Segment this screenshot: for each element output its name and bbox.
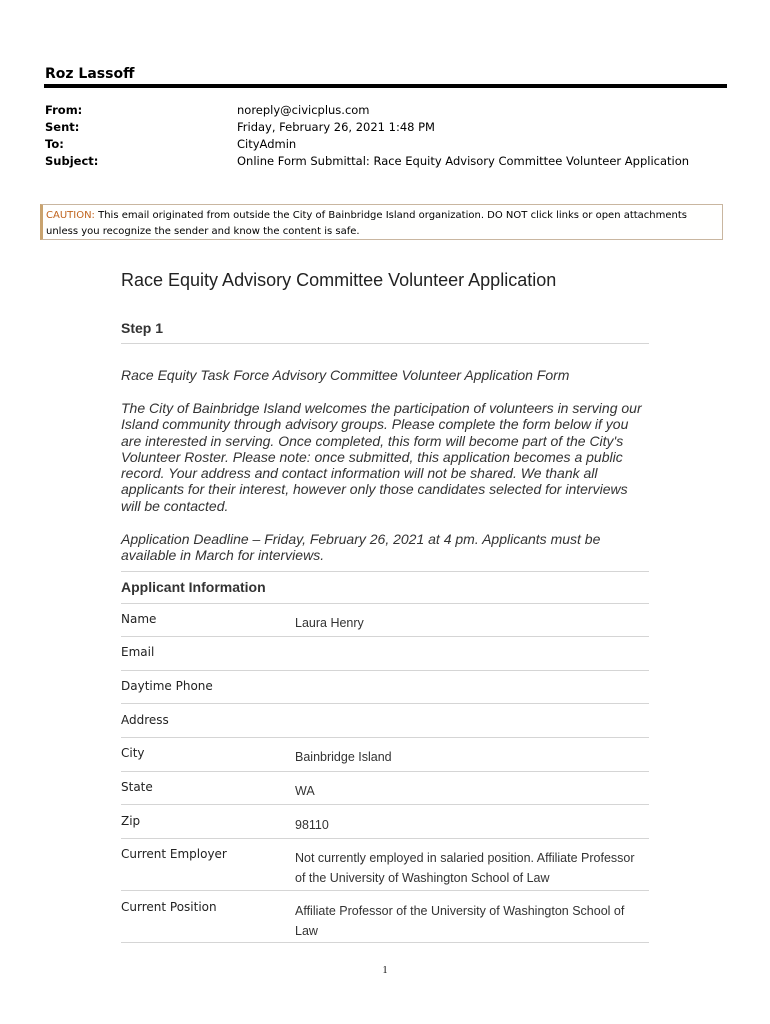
page-number: 1 [382, 965, 388, 976]
form-name: Race Equity Task Force Advisory Committee Volunteer Application Form [121, 367, 570, 383]
caution-line-2: unless you recognize the sender and know the content is safe. [46, 226, 360, 237]
divider [121, 670, 649, 671]
field-label: Current Position [121, 900, 217, 914]
caution-banner [40, 204, 723, 240]
field-value: Bainbridge Island [295, 750, 392, 764]
field-value: 98110 [295, 818, 329, 832]
caution-label: CAUTION: [46, 210, 95, 221]
caution-text: This email originated from outside the City of Bainbridge Island organization. DO NOT click links or open attachments [94, 210, 688, 221]
field-value: Affiliate Professor of the University of Washington School of Law [295, 904, 625, 938]
divider [121, 804, 649, 805]
header-label: From: [45, 103, 83, 117]
divider [121, 838, 649, 839]
field-label: State [121, 780, 153, 794]
divider [121, 636, 649, 637]
header-value: Online Form Submittal: Race Equity Advisory Committee Volunteer Application [237, 154, 690, 168]
header-value: Friday, February 26, 2021 1:48 PM [237, 120, 435, 134]
divider [121, 703, 649, 704]
field-label: Current Employer [121, 847, 227, 861]
sender-name: Roz Lassoff [45, 66, 135, 82]
field-label: Daytime Phone [121, 679, 213, 693]
field-value: Not currently employed in salaried position. Affiliate Professor of the University of Washington School of Law [295, 851, 635, 885]
divider [121, 890, 649, 891]
caution-line-1 [46, 208, 718, 224]
deadline-text: Application Deadline – Friday, February 26, 2021 at 4 pm. Applicants must be available in March for interviews. [121, 531, 601, 564]
header-label: Sent: [45, 120, 80, 134]
header-value: noreply@civicplus.com [237, 103, 370, 117]
step-heading: Step 1 [121, 320, 164, 336]
section-heading: Applicant Information [121, 579, 266, 595]
field-label: Email [121, 645, 155, 659]
field-value: Laura Henry [295, 616, 364, 630]
divider [121, 771, 649, 772]
field-label: Address [121, 713, 169, 727]
divider [121, 571, 649, 572]
header-value: CityAdmin [237, 137, 297, 151]
divider [121, 343, 649, 344]
divider [121, 737, 649, 738]
divider [121, 942, 649, 943]
header-label: Subject: [45, 154, 99, 168]
field-value: WA [295, 784, 315, 798]
field-label: City [121, 746, 145, 760]
divider [121, 603, 649, 604]
field-label: Zip [121, 814, 141, 828]
header-label: To: [45, 137, 64, 151]
header-rule [44, 84, 727, 88]
field-label: Name [121, 612, 157, 626]
form-title: Race Equity Advisory Committee Volunteer Application [121, 270, 557, 290]
intro-text: The City of Bainbridge Island welcomes the participation of volunteers in serving our Island community through advisory groups. Please complete the form below if you are interested in serving. Once completed, this form will become part of the City's Volunteer Roster. Please note: once submitted, this application becomes a public record. Your address and contact information will not be shared. We thank all applicants for their interest, however only those candidates selected for interviews will be contacted. [121, 400, 642, 514]
